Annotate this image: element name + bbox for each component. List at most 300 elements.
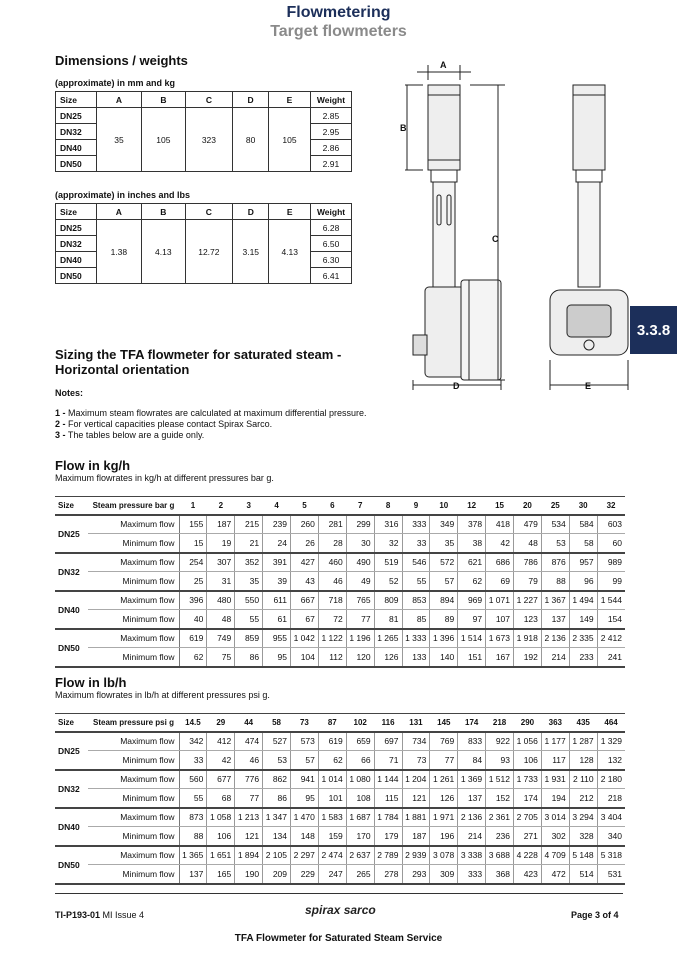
min-flow-cell: 67	[291, 610, 319, 629]
footer-doc-ref	[55, 910, 144, 920]
flow-kgh-subtitle: Maximum flowrates in kg/h at different pressures bar g.	[55, 473, 274, 483]
min-flow-cell: 115	[374, 789, 402, 808]
min-flow-cell: 112	[318, 648, 346, 667]
max-flow-cell: 677	[207, 770, 235, 789]
footer-title: TFA Flowmeter for Saturated Steam Service	[234, 933, 443, 944]
pressure-column-header: 87	[318, 714, 346, 732]
max-flow-cell: 776	[235, 770, 263, 789]
max-flow-cell: 5 148	[569, 846, 597, 865]
min-flow-cell: 48	[514, 534, 542, 553]
max-flow-cell: 412	[207, 732, 235, 751]
min-flow-cell: 38	[458, 534, 486, 553]
min-flow-cell: 194	[541, 789, 569, 808]
max-flow-cell: 749	[207, 629, 235, 648]
dim-label-a: A	[440, 60, 447, 70]
max-flow-cell: 3 014	[541, 808, 569, 827]
max-flow-cell: 1 265	[374, 629, 402, 648]
max-flow-cell: 1 583	[318, 808, 346, 827]
pressure-column-header: 363	[541, 714, 569, 732]
note-number: 2 -	[55, 419, 66, 429]
max-flow-cell: 2 939	[402, 846, 430, 865]
min-flow-cell: 60	[597, 534, 625, 553]
footer-divider	[55, 893, 623, 894]
min-flow-cell: 88	[541, 572, 569, 591]
max-flow-cell: 603	[597, 515, 625, 534]
table-row	[55, 591, 625, 610]
max-flow-cell: 1 287	[569, 732, 597, 751]
min-flow-cell: 170	[346, 827, 374, 846]
weight-cell: 2.95	[310, 124, 351, 140]
dim-c-cell: 12.72	[185, 220, 233, 284]
min-flow-cell: 121	[402, 789, 430, 808]
min-flow-cell: 26	[291, 534, 319, 553]
size-cell: DN40	[55, 808, 88, 846]
table-row	[55, 808, 625, 827]
max-flow-cell: 1 367	[541, 591, 569, 610]
max-flow-cell: 479	[514, 515, 542, 534]
max-flow-cell: 1 369	[458, 770, 486, 789]
min-flow-cell: 93	[486, 751, 514, 770]
min-flow-cell: 33	[402, 534, 430, 553]
min-flow-cell: 196	[430, 827, 458, 846]
note-text: For vertical capacities please contact Spirax Sarco.	[65, 419, 273, 429]
min-flow-cell: 53	[541, 534, 569, 553]
max-flow-cell: 862	[263, 770, 291, 789]
min-flow-cell: 55	[179, 789, 207, 808]
flow-lbh-table	[55, 713, 625, 885]
max-flow-label: Maximum flow	[88, 808, 179, 827]
max-flow-cell: 1 196	[346, 629, 374, 648]
min-flow-cell: 192	[514, 648, 542, 667]
min-flow-cell: 77	[430, 751, 458, 770]
pressure-column-header: 20	[514, 497, 542, 515]
size-cell: DN32	[55, 770, 88, 808]
min-flow-cell: 117	[541, 751, 569, 770]
min-flow-cell: 106	[514, 751, 542, 770]
dim-b-cell: 105	[142, 108, 186, 172]
min-flow-cell: 340	[597, 827, 625, 846]
max-flow-cell: 427	[291, 553, 319, 572]
size-cell: DN40	[56, 140, 97, 156]
min-flow-cell: 302	[541, 827, 569, 846]
size-cell: DN25	[56, 220, 97, 236]
min-flow-cell: 40	[179, 610, 207, 629]
dim-label-d: D	[453, 381, 460, 391]
max-flow-cell: 1 080	[346, 770, 374, 789]
max-flow-cell: 1 177	[541, 732, 569, 751]
min-flow-cell: 53	[263, 751, 291, 770]
max-flow-cell: 1 931	[541, 770, 569, 789]
min-flow-cell: 62	[179, 648, 207, 667]
table-row	[56, 220, 352, 236]
max-flow-label: Maximum flow	[88, 732, 179, 751]
max-flow-cell: 3 404	[597, 808, 625, 827]
min-flow-cell: 39	[263, 572, 291, 591]
min-flow-cell: 108	[346, 789, 374, 808]
max-flow-cell: 418	[486, 515, 514, 534]
pressure-column-header: 290	[514, 714, 542, 732]
min-flow-cell: 32	[374, 534, 402, 553]
min-flow-cell: 236	[486, 827, 514, 846]
min-flow-cell: 126	[430, 789, 458, 808]
max-flow-cell: 989	[597, 553, 625, 572]
size-cell: DN25	[55, 515, 88, 553]
max-flow-cell: 873	[179, 808, 207, 827]
min-flow-label: Minimum flow	[88, 751, 179, 770]
min-flow-cell: 134	[263, 827, 291, 846]
pressure-column-header: 131	[402, 714, 430, 732]
min-flow-cell: 137	[458, 789, 486, 808]
dim-label-e: E	[585, 381, 592, 391]
max-flow-cell: 2 474	[318, 846, 346, 865]
metric-caption: (approximate) in mm and kg	[55, 78, 176, 88]
column-header: D	[233, 204, 269, 220]
pressure-column-header: 44	[235, 714, 263, 732]
max-flow-cell: 686	[486, 553, 514, 572]
max-flow-label: Maximum flow	[88, 553, 179, 572]
page-number: Page 3 of 4	[571, 910, 619, 920]
max-flow-cell: 342	[179, 732, 207, 751]
max-flow-cell: 1 347	[263, 808, 291, 827]
weight-cell: 6.41	[311, 268, 352, 284]
min-flow-cell: 24	[263, 534, 291, 553]
min-flow-cell: 15	[179, 534, 207, 553]
max-flow-cell: 573	[291, 732, 319, 751]
pressure-column-header: 14.5	[179, 714, 207, 732]
max-flow-cell: 534	[541, 515, 569, 534]
max-flow-cell: 859	[235, 629, 263, 648]
flowmeter-dimension-diagram	[395, 55, 635, 395]
min-flow-cell: 293	[402, 865, 430, 884]
max-flow-cell: 659	[346, 732, 374, 751]
max-flow-cell: 1 512	[486, 770, 514, 789]
min-flow-cell: 514	[569, 865, 597, 884]
dim-d-cell: 80	[233, 108, 269, 172]
min-flow-cell: 57	[430, 572, 458, 591]
max-flow-label: Maximum flow	[88, 591, 179, 610]
min-flow-cell: 49	[346, 572, 374, 591]
max-flow-cell: 718	[318, 591, 346, 610]
column-header: A	[96, 204, 141, 220]
min-flow-label: Minimum flow	[88, 648, 179, 667]
spirax-sarco-logo: spirax sarco	[305, 903, 376, 917]
max-flow-cell: 765	[346, 591, 374, 610]
min-flow-cell: 265	[346, 865, 374, 884]
min-flow-cell: 190	[235, 865, 263, 884]
note-number: 3 -	[55, 430, 66, 440]
max-flow-label: Maximum flow	[88, 770, 179, 789]
dim-d-cell: 3.15	[233, 220, 269, 284]
max-flow-cell: 1 784	[374, 808, 402, 827]
min-flow-cell: 55	[235, 610, 263, 629]
max-flow-cell: 299	[346, 515, 374, 534]
min-flow-cell: 133	[402, 648, 430, 667]
pressure-column-header: 32	[597, 497, 625, 515]
size-cell: DN25	[55, 732, 88, 770]
min-flow-cell: 472	[541, 865, 569, 884]
min-flow-cell: 68	[207, 789, 235, 808]
max-flow-cell: 5 318	[597, 846, 625, 865]
max-flow-label: Maximum flow	[88, 515, 179, 534]
min-flow-cell: 57	[291, 751, 319, 770]
max-flow-cell: 667	[291, 591, 319, 610]
max-flow-cell: 955	[263, 629, 291, 648]
min-flow-cell: 35	[430, 534, 458, 553]
max-flow-cell: 1 329	[597, 732, 625, 751]
table-row	[55, 789, 625, 808]
max-flow-cell: 2 136	[541, 629, 569, 648]
min-flow-cell: 89	[430, 610, 458, 629]
max-flow-cell: 396	[179, 591, 207, 610]
min-flow-cell: 62	[458, 572, 486, 591]
size-header: Size	[55, 497, 88, 515]
size-cell: DN40	[55, 591, 88, 629]
min-flow-cell: 126	[374, 648, 402, 667]
dim-label-b: B	[400, 123, 407, 133]
min-flow-cell: 148	[291, 827, 319, 846]
min-flow-cell: 154	[597, 610, 625, 629]
note-item	[55, 430, 366, 441]
min-flow-cell: 106	[207, 827, 235, 846]
max-flow-cell: 1 971	[430, 808, 458, 827]
max-flow-cell: 333	[402, 515, 430, 534]
size-header: Size	[55, 714, 88, 732]
max-flow-cell: 3 688	[486, 846, 514, 865]
min-flow-cell: 58	[569, 534, 597, 553]
min-flow-cell: 77	[235, 789, 263, 808]
min-flow-cell: 52	[374, 572, 402, 591]
min-flow-cell: 81	[374, 610, 402, 629]
size-cell: DN50	[55, 846, 88, 884]
min-flow-cell: 218	[597, 789, 625, 808]
max-flow-cell: 254	[179, 553, 207, 572]
max-flow-cell: 1 261	[430, 770, 458, 789]
table-row	[55, 572, 625, 591]
max-flow-cell: 1 042	[291, 629, 319, 648]
min-flow-cell: 33	[179, 751, 207, 770]
max-flow-cell: 3 294	[569, 808, 597, 827]
pressure-column-header: 58	[263, 714, 291, 732]
max-flow-cell: 1 651	[207, 846, 235, 865]
notes-list	[55, 408, 366, 441]
max-flow-cell: 1 494	[569, 591, 597, 610]
max-flow-cell: 3 338	[458, 846, 486, 865]
header-subtitle: Target flowmeters	[270, 23, 407, 40]
pressure-column-header: 15	[486, 497, 514, 515]
pressure-header: Steam pressure psi g	[88, 714, 179, 732]
doc-id: TI-P193-01	[55, 910, 101, 920]
max-flow-cell: 809	[374, 591, 402, 610]
column-header: B	[142, 92, 186, 108]
table-row	[55, 732, 625, 751]
min-flow-cell: 42	[207, 751, 235, 770]
max-flow-cell: 619	[318, 732, 346, 751]
min-flow-cell: 48	[207, 610, 235, 629]
column-header: E	[269, 92, 311, 108]
min-flow-cell: 95	[263, 648, 291, 667]
max-flow-label: Maximum flow	[88, 846, 179, 865]
max-flow-cell: 697	[374, 732, 402, 751]
min-flow-cell: 79	[514, 572, 542, 591]
max-flow-cell: 769	[430, 732, 458, 751]
min-flow-cell: 55	[402, 572, 430, 591]
max-flow-cell: 2 637	[346, 846, 374, 865]
pressure-column-header: 174	[458, 714, 486, 732]
table-row	[55, 610, 625, 629]
table-row	[55, 648, 625, 667]
imperial-caption: (approximate) in inches and lbs	[55, 190, 191, 200]
table-row	[55, 515, 625, 534]
min-flow-cell: 128	[569, 751, 597, 770]
max-flow-cell: 1 470	[291, 808, 319, 827]
flow-kgh-table	[55, 496, 625, 668]
max-flow-cell: 281	[318, 515, 346, 534]
max-flow-cell: 527	[263, 732, 291, 751]
min-flow-cell: 31	[207, 572, 235, 591]
max-flow-cell: 550	[235, 591, 263, 610]
doc-issue: MI Issue 4	[100, 910, 145, 920]
min-flow-cell: 43	[291, 572, 319, 591]
min-flow-cell: 149	[569, 610, 597, 629]
min-flow-cell: 95	[291, 789, 319, 808]
max-flow-cell: 2 361	[486, 808, 514, 827]
max-flow-cell: 2 180	[597, 770, 625, 789]
min-flow-cell: 120	[346, 648, 374, 667]
max-flow-cell: 2 297	[291, 846, 319, 865]
max-flow-cell: 349	[430, 515, 458, 534]
min-flow-cell: 84	[458, 751, 486, 770]
min-flow-cell: 233	[569, 648, 597, 667]
min-flow-cell: 214	[458, 827, 486, 846]
min-flow-cell: 140	[430, 648, 458, 667]
pressure-column-header: 10	[430, 497, 458, 515]
max-flow-cell: 1 058	[207, 808, 235, 827]
min-flow-label: Minimum flow	[88, 827, 179, 846]
max-flow-cell: 853	[402, 591, 430, 610]
min-flow-cell: 30	[346, 534, 374, 553]
size-cell: DN50	[56, 268, 97, 284]
max-flow-cell: 621	[458, 553, 486, 572]
min-flow-cell: 99	[597, 572, 625, 591]
table-row	[55, 534, 625, 553]
min-flow-cell: 25	[179, 572, 207, 591]
max-flow-cell: 474	[235, 732, 263, 751]
table-row	[56, 108, 352, 124]
max-flow-cell: 941	[291, 770, 319, 789]
notes-title: Notes:	[55, 388, 84, 398]
min-flow-cell: 69	[486, 572, 514, 591]
min-flow-label: Minimum flow	[88, 865, 179, 884]
min-flow-cell: 531	[597, 865, 625, 884]
weight-cell: 6.28	[311, 220, 352, 236]
max-flow-cell: 316	[374, 515, 402, 534]
column-header: Size	[56, 204, 97, 220]
column-header: B	[142, 204, 186, 220]
max-flow-cell: 260	[291, 515, 319, 534]
pressure-column-header: 1	[179, 497, 207, 515]
weight-cell: 2.85	[310, 108, 351, 124]
size-cell: DN50	[55, 629, 88, 667]
max-flow-cell: 2 705	[514, 808, 542, 827]
min-flow-cell: 104	[291, 648, 319, 667]
min-flow-cell: 86	[263, 789, 291, 808]
pressure-column-header: 5	[291, 497, 319, 515]
min-flow-cell: 137	[541, 610, 569, 629]
dim-c-cell: 323	[185, 108, 232, 172]
max-flow-cell: 734	[402, 732, 430, 751]
table-row	[55, 751, 625, 770]
max-flow-cell: 1 144	[374, 770, 402, 789]
min-flow-cell: 137	[179, 865, 207, 884]
header-title: Flowmetering	[286, 4, 391, 21]
max-flow-cell: 187	[207, 515, 235, 534]
min-flow-cell: 212	[569, 789, 597, 808]
min-flow-cell: 229	[291, 865, 319, 884]
pressure-column-header: 9	[402, 497, 430, 515]
max-flow-cell: 215	[235, 515, 263, 534]
min-flow-cell: 271	[514, 827, 542, 846]
table-row	[55, 629, 625, 648]
min-flow-cell: 28	[318, 534, 346, 553]
max-flow-cell: 352	[235, 553, 263, 572]
max-flow-cell: 378	[458, 515, 486, 534]
sizing-title-line1: Sizing the TFA flowmeter for saturated steam -	[55, 347, 342, 362]
max-flow-cell: 1 227	[514, 591, 542, 610]
pressure-column-header: 145	[430, 714, 458, 732]
min-flow-cell: 61	[263, 610, 291, 629]
dim-e-cell: 105	[269, 108, 311, 172]
min-flow-cell: 278	[374, 865, 402, 884]
max-flow-cell: 786	[514, 553, 542, 572]
min-flow-cell: 132	[597, 751, 625, 770]
pressure-column-header: 435	[569, 714, 597, 732]
min-flow-cell: 77	[346, 610, 374, 629]
min-flow-label: Minimum flow	[88, 572, 179, 591]
max-flow-cell: 1 514	[458, 629, 486, 648]
min-flow-cell: 179	[374, 827, 402, 846]
max-flow-cell: 480	[207, 591, 235, 610]
min-flow-cell: 46	[318, 572, 346, 591]
column-header: D	[233, 92, 269, 108]
min-flow-cell: 123	[514, 610, 542, 629]
dim-b-cell: 4.13	[142, 220, 186, 284]
column-header: Weight	[310, 92, 351, 108]
max-flow-cell: 1 396	[430, 629, 458, 648]
dim-label-c: C	[492, 234, 499, 244]
min-flow-cell: 107	[486, 610, 514, 629]
min-flow-cell: 42	[486, 534, 514, 553]
min-flow-cell: 152	[486, 789, 514, 808]
min-flow-cell: 88	[179, 827, 207, 846]
size-cell: DN40	[56, 252, 97, 268]
min-flow-cell: 247	[318, 865, 346, 884]
weight-cell: 6.50	[311, 236, 352, 252]
flow-kgh-title: Flow in kg/h	[55, 458, 131, 473]
max-flow-cell: 1 213	[235, 808, 263, 827]
min-flow-cell: 241	[597, 648, 625, 667]
min-flow-cell: 368	[486, 865, 514, 884]
min-flow-cell: 35	[235, 572, 263, 591]
min-flow-cell: 328	[569, 827, 597, 846]
table-row	[55, 770, 625, 789]
min-flow-cell: 214	[541, 648, 569, 667]
column-header: C	[185, 92, 232, 108]
max-flow-cell: 1 544	[597, 591, 625, 610]
min-flow-cell: 97	[458, 610, 486, 629]
max-flow-cell: 307	[207, 553, 235, 572]
min-flow-cell: 96	[569, 572, 597, 591]
size-cell: DN50	[56, 156, 97, 172]
